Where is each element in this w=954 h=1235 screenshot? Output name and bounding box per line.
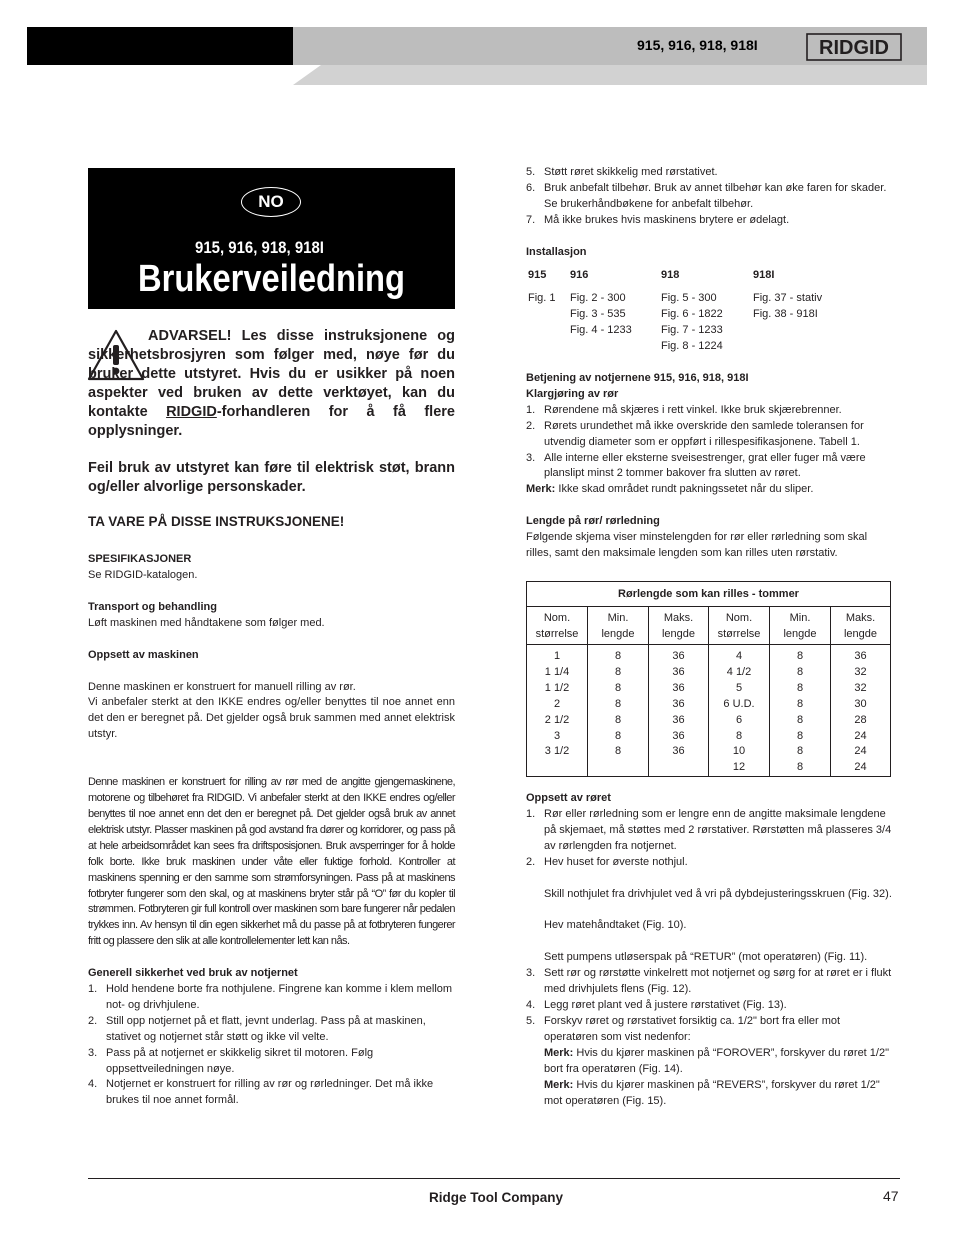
table-cell: 8 <box>796 713 804 726</box>
list-item: 1. Rør eller rørledning som er lengre enn de angitte maksimale lengdene på skjemaet, må støttes med 2 rørstativer. Rørstøtten må plasseres 3/4 av rørlengden fra notjernet. <box>526 807 892 852</box>
table-cell: 8 <box>796 745 804 758</box>
install-cell: Fig. 7 - 1233 <box>661 323 723 336</box>
ridgid-logo <box>806 33 902 61</box>
list-item: 5. Støtt røret skikkelig med rørstativet. <box>526 166 718 178</box>
keep-instructions: TA VARE PÅ DISSE INSTRUKSJONENE! <box>88 514 345 529</box>
table-cell: 3 1/2 <box>544 745 570 758</box>
list-item: 1. Rørendene må skjæres i rett vinkel. Ikke bruk skjærebrenner. <box>526 403 842 416</box>
install-cell: Fig. 8 - 1224 <box>661 339 723 352</box>
length-text: Følgende skjema viser minstelengden for rør eller rørledning som skal rilles, samt den maksimale lengden som kan rilles uten rørstativ. <box>526 531 868 560</box>
list-item: 3. Pass på at notjernet er skikkelig sikret til motoren. Følg oppsettveiledningen nøye. <box>88 1046 374 1075</box>
table-cell: 36 <box>672 697 685 710</box>
table-cell: 8 <box>614 745 622 758</box>
step-2c: Sett pumpens utløserspak på “RETUR” (mot operatøren) (Fig. 11). <box>544 951 868 964</box>
install-cell: Fig. 2 - 300 <box>570 291 626 304</box>
warning-lead: ADVARSEL! Les disse instruksjonene og sikkerhetsbrosjyren som følger med, nøye før du bruker dette utstyret. Hvis du er usikker på noen aspekter ved bruken av dette verktøyet, kan du kontakte <box>88 328 455 420</box>
setup-heading: Oppsett av maskinen <box>88 648 199 661</box>
table-cell: 8 <box>614 713 622 726</box>
title-models: 915, 916, 918, 918I <box>195 238 324 257</box>
table-cell: 8 <box>796 729 804 742</box>
transport-heading: Transport og behandling <box>88 600 217 613</box>
install-cell: Fig. 37 - stativ <box>753 291 823 304</box>
table-cell: 24 <box>854 761 867 774</box>
install-cell: Fig. 1 <box>528 291 556 304</box>
setup-paragraph-3: Denne maskinen er konstruert for rilling av rør med de angitte gjengemaskinene, motorene og tilbehøret fra RIDGID. Vi anbefaler sterkt at den IKKE endres og/eller benyttes til noe annet enn det den er beregnet på. Det gjelder også bruk av annet elektrisk utstyr. Plasser maskinen på god avstand fra dører og korridorer, og pass på at hele arbeidsområdet kan sees fra driftsposisjonen. Bruk avsperringer for å holde folk borte. Ikke bruk maskinen under våte eller fuktige forhold. Kontroller at maskinens spenning er den samme som strømforsyningen. Pass på at maskinens fotbryter fungerer som den skal, og at maskinens bryter står på “O” før du kopler til strømmen. Fotbryteren gir full kontroll over maskinen som bare fungerer når pedalen trykkes inn. Av hensyn til din egen sikkerhet må du passe på at fotbryteren fungerer fritt og plassere den slik at alle kontrollelementer lett kan nås. <box>88 776 455 948</box>
table-cell: 8 <box>614 697 622 710</box>
table-cell: 12 <box>732 761 746 774</box>
setup-paragraph-2: Vi anbefaler sterkt at den IKKE endres og/eller benyttes til noe annet enn det den er beregnet på. Det gjelder også bruk sammen med annet elektrisk utstyr. <box>88 696 455 741</box>
table-cell: 28 <box>854 713 867 726</box>
table-column: Maks. lengde 36 36 36 36 36 36 36 <box>649 606 709 776</box>
spec-heading: SPESIFIKASJONER <box>88 553 192 565</box>
table-cell: 6 U.D. <box>723 697 755 710</box>
table-cell: 4 1/2 <box>726 665 752 678</box>
install-cell: Fig. 6 - 1822 <box>661 307 723 320</box>
pipe-setup-list <box>526 807 894 1110</box>
left-column <box>88 552 455 1109</box>
transport-text: Løft maskinen med håndtakene som følger med. <box>88 616 325 629</box>
list-item: 5. Forskyv røret og rørstativet forsiktig ca. 1/2" bort fra eller mot operatøren som vist nedenfor: Merk: Hvis du kjører maskinen på “FOROVER”, forskyver du røret 1/2" bort fra operatøren (Fig. 14). Merk: Hvis du kjører maskinen på “REVERS”, forskyver du røret 1/2" mot operatøren (Fig. 15). <box>526 1014 894 1109</box>
table-column: Nom. størrelse 1 1 1/4 1 1/2 2 2 1/2 3 3 1/2 <box>527 606 588 776</box>
table-column: Nom. størrelse 4 4 1/2 5 6 U.D. 6 8 10 12 <box>709 606 770 776</box>
table-cell: 8 <box>614 729 622 742</box>
table-cell: 2 1/2 <box>544 713 570 726</box>
prep-note: Merk: Ikke skad området rundt pakningssetet når du sliper. <box>526 483 814 496</box>
step-2a: Skill nothjulet fra drivhjulet ved å vri på dybdejusteringsskruen (Fig. 32). <box>544 887 892 900</box>
ridgid-logo-text: RIDGID <box>819 37 889 59</box>
table-cell: 1 1/4 <box>544 665 570 678</box>
table-cell: 8 <box>796 650 804 662</box>
list-item: 1. Hold hendene borte fra nothjulene. Fingrene kan komme i klem mellom not- og drivhjulene. <box>88 983 453 1011</box>
safety-list <box>88 982 455 1109</box>
table-cell: 8 <box>735 729 743 742</box>
list-item: 3. Alle interne eller eksterne sveisestrenger, grat eller fuger må være planslipt minst 2 tommer bakover fra slutten av røret. <box>526 451 866 480</box>
table-cell: 36 <box>672 713 685 726</box>
install-cell: Fig. 3 - 535 <box>570 307 626 320</box>
table-cell: 8 <box>614 681 622 694</box>
install-cell: Fig. 5 - 300 <box>661 291 717 304</box>
page-number: 47 <box>883 1188 899 1204</box>
install-col-918i: 918I <box>753 269 775 281</box>
list-item: 2. Still opp notjernet på et flatt, jevnt underlag. Pass på at maskinen, stativet og notjernet står støtt og ikke vil velte. <box>88 1014 426 1043</box>
table-caption: Rørlengde som kan rilles - tommer <box>527 582 890 607</box>
table-column: Min. lengde 8 8 8 8 8 8 8 <box>588 606 649 776</box>
operation-heading: Betjening av notjernene 915, 916, 918, 918I <box>526 372 749 384</box>
warning-text <box>88 327 455 441</box>
safety-heading: Generell sikkerhet ved bruk av notjernet <box>88 967 298 980</box>
install-heading: Installasjon <box>526 245 587 258</box>
prep-heading: Klargjøring av rør <box>526 387 619 400</box>
install-col-916: 916 <box>570 269 589 281</box>
misuse-warning: Feil bruk av utstyret kan føre til elektrisk støt, brann og/eller alvorlige personskader. <box>88 460 455 495</box>
warning-brand: RIDGID <box>166 404 217 420</box>
table-cell: 32 <box>854 665 867 678</box>
header-black-bar <box>27 27 293 65</box>
table-cell: 36 <box>672 729 685 742</box>
table-cell: 2 <box>553 697 561 710</box>
table-cell: 24 <box>854 729 867 742</box>
title-box <box>88 168 455 309</box>
footer-company: Ridge Tool Company <box>429 1190 563 1205</box>
page-title: Brukerveiledning <box>138 258 405 300</box>
length-heading: Lengde på rør/ rørledning <box>526 515 660 528</box>
pipe-setup-heading: Oppsett av røret <box>526 792 611 804</box>
prep-list <box>526 403 894 483</box>
table-cell: 8 <box>796 761 804 774</box>
table-cell: 8 <box>796 697 804 710</box>
table-column: Maks. lengde 36 32 32 30 28 24 24 24 <box>831 606 890 776</box>
table-cell: 3 <box>553 729 561 742</box>
table-cell: 5 <box>735 681 743 694</box>
list-item: 4. Legg røret plant ved å justere rørstativet (Fig. 13). <box>526 999 787 1012</box>
table-cell: 24 <box>854 745 867 758</box>
table-cell: 36 <box>672 681 685 694</box>
table-cell: 4 <box>735 650 743 662</box>
install-cell: Fig. 38 - 918I <box>753 307 818 320</box>
table-cell: 36 <box>672 745 685 758</box>
list-item: 6. Bruk anbefalt tilbehør. Bruk av annet tilbehør kan øke faren for skader. Se brukerhåndbøkene for anbefalt tilbehør. <box>526 181 887 210</box>
table-column: Min. lengde 8 8 8 8 8 8 8 8 <box>770 606 831 776</box>
table-cell: 6 <box>735 713 743 726</box>
warning-tail: -forhandleren for å få flere opplysninger. <box>88 404 455 439</box>
language-badge: NO <box>241 187 301 217</box>
table-cell: 36 <box>672 665 685 678</box>
footer-rule <box>88 1178 900 1179</box>
table-cell: 30 <box>854 697 867 710</box>
step-2b: Hev matehåndtaket (Fig. 10). <box>544 919 687 932</box>
list-item: 2. Rørets urundethet må ikke overskride den samlede toleransen for utvendig diameter som er oppført i rillespesifikasjonene. Tabell 1. <box>526 419 864 448</box>
pipe-setup-section <box>526 791 894 1109</box>
list-item: 2. Hev huset for øverste nothjul. Skill nothjulet fra drivhjulet ved å vri på dybdejusteringsskruen (Fig. 32). Hev matehåndtaket (Fig. 10). Sett pumpens utløserspak på “RETUR” (mot operatøren) (Fig. 11). <box>526 855 894 967</box>
right-top-list <box>526 165 894 261</box>
spec-text: Se RIDGID-katalogen. <box>88 568 198 581</box>
table-cell: 8 <box>796 681 804 694</box>
header-band <box>293 65 927 85</box>
table-cell: 8 <box>614 650 622 662</box>
install-col-915: 915 <box>528 269 547 281</box>
header-models: 915, 916, 918, 918I <box>637 37 758 53</box>
table-cell: 32 <box>854 681 867 694</box>
list-item: 3. Sett rør og rørstøtte vinkelrett mot notjernet og sørg for at røret er i flukt med drivhjulets flens (Fig. 12). <box>526 967 892 996</box>
operation-section <box>526 371 894 562</box>
table-cell: 8 <box>796 665 804 678</box>
table-cell: 8 <box>614 665 622 678</box>
install-col-918: 918 <box>661 269 680 281</box>
table-cell: 10 <box>732 745 746 758</box>
note-forward: Merk: Hvis du kjører maskinen på “FOROVER”, forskyver du røret 1/2" bort fra operatøren (Fig. 14). <box>544 1046 889 1075</box>
pipe-length-table <box>526 581 891 777</box>
table-cell: 36 <box>672 650 685 662</box>
list-item: 7. Må ikke brukes hvis maskinens brytere er ødelagt. <box>526 213 790 226</box>
install-cell: Fig. 4 - 1233 <box>570 323 632 336</box>
list-item: 4. Notjernet er konstruert for rilling av rør og rørledninger. Det må ikke brukes til noe annet formål. <box>88 1078 434 1107</box>
table-cell: 36 <box>854 650 867 662</box>
setup-paragraph-1: Denne maskinen er konstruert for manuell rilling av rør. <box>88 680 356 693</box>
note-reverse: Merk: Hvis du kjører maskinen på “REVERS”, forskyver du røret 1/2" mot operatøren (Fig. 15). <box>544 1078 880 1107</box>
table-cell: 1 <box>553 650 561 662</box>
table-cell: 1 1/2 <box>544 681 570 694</box>
